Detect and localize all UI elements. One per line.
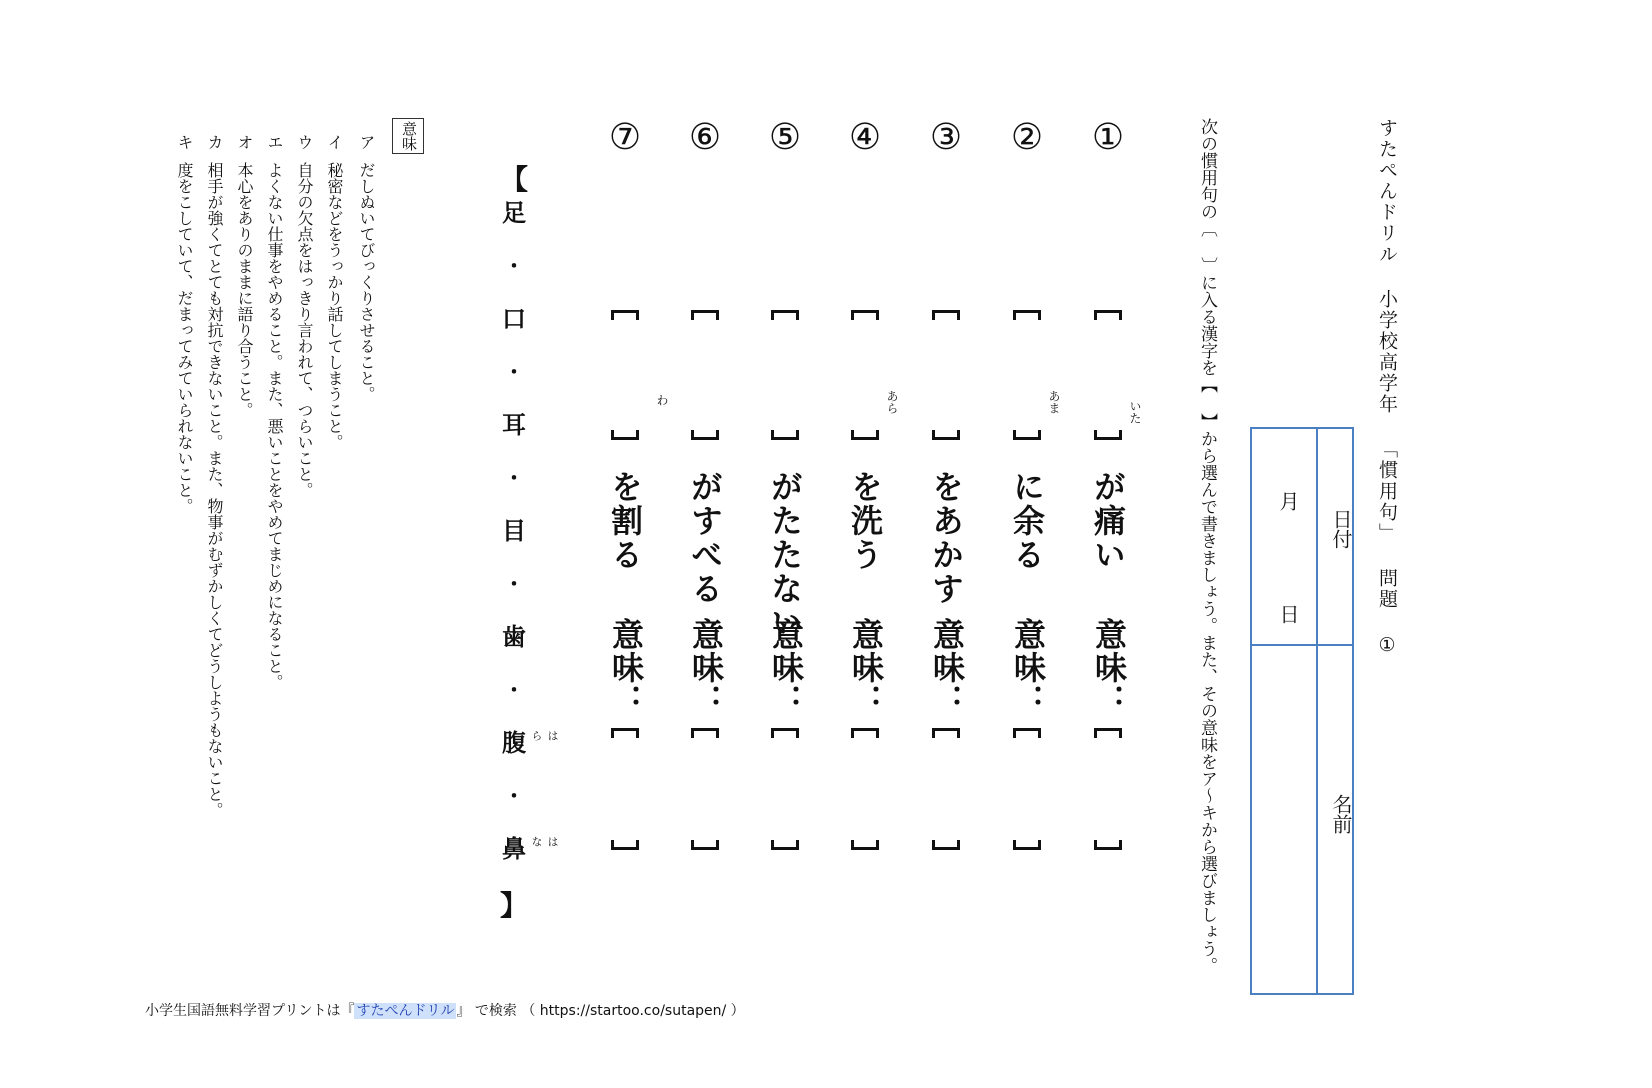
answer-bracket-open	[932, 310, 960, 320]
meaning-letter: ア	[357, 134, 376, 150]
furigana-hara: はら	[530, 730, 559, 741]
meaning-letter: ウ	[295, 134, 314, 150]
choice-item: 鼻	[502, 835, 526, 863]
meaning-label: 意味：	[1090, 618, 1128, 717]
choice-item: 目	[502, 517, 526, 545]
meaning-letter: カ	[205, 134, 224, 150]
idiom-phrase: を割る	[606, 470, 644, 572]
instruction-text: 次の慣用句の︹ ︺に入る漢字を【 】から選んで書きましょう。また、その意味をア～キから選びましょう。	[1197, 118, 1217, 974]
meaning-bracket-open	[851, 728, 879, 738]
meaning-text: 相手が強くてとても対抗できないこと。また、物事がむずかしくてどうしようもないこと。	[205, 162, 224, 818]
meaning-item-a	[352, 134, 380, 402]
meaning-text: 本心をありのままに語り合うこと。	[235, 162, 254, 418]
meaning-letter: キ	[175, 134, 194, 150]
choice-item: 耳	[502, 411, 526, 439]
furigana: あら	[885, 390, 899, 414]
date-label: 日付	[1329, 509, 1353, 549]
meaning-bracket-close[interactable]	[1013, 840, 1041, 850]
page-title: すたぺんドリル 小学校高学年 「慣用句」 問題 ①	[1376, 118, 1398, 658]
footer-prefix: 小学生国語無料学習プリントは『	[145, 1003, 355, 1019]
footer-search-link[interactable]: すたぺんドリル	[356, 1003, 455, 1019]
idiom-phrase: がすべる	[686, 470, 724, 606]
meaning-text: よくない仕事をやめること。また、悪いことをやめてまじめになること。	[265, 162, 284, 690]
day-label: 日	[1276, 604, 1300, 624]
box-divider-vertical	[1316, 429, 1318, 993]
meaning-text: 度をこしていて、だまってみていられないこと。	[175, 162, 194, 514]
meaning-item-i	[320, 134, 348, 450]
choice-item: 口	[502, 305, 526, 333]
meaning-label: 意味：	[1009, 618, 1047, 717]
meaning-bracket-open	[771, 728, 799, 738]
meaning-label: 意味：	[928, 618, 966, 717]
meaning-bracket-close[interactable]	[691, 840, 719, 850]
idiom-phrase: がたたない	[766, 470, 804, 640]
answer-bracket-close[interactable]	[932, 430, 960, 440]
meaning-item-ki	[170, 134, 198, 514]
meaning-text: 秘密などをうっかり話してしまうこと。	[325, 162, 344, 450]
question-6	[680, 118, 730, 858]
meaning-letter: イ	[325, 134, 344, 150]
date-name-box	[1250, 427, 1354, 995]
furigana: いた	[1128, 400, 1142, 424]
choice-separator: ・	[504, 784, 524, 808]
question-number: ⑦	[608, 117, 642, 158]
meaning-bracket-open	[611, 728, 639, 738]
furigana: わ	[655, 394, 669, 406]
choice-item: 腹	[502, 729, 526, 757]
meaning-label: 意味：	[767, 618, 805, 717]
meaning-label: 意味：	[687, 618, 725, 717]
choice-item: 歯	[502, 623, 526, 651]
answer-bracket-open	[851, 310, 879, 320]
answer-bracket-close[interactable]	[611, 430, 639, 440]
meaning-item-u	[290, 134, 318, 498]
question-number: ④	[848, 117, 882, 158]
question-number: ③	[929, 117, 963, 158]
idiom-phrase: に余る	[1008, 470, 1046, 572]
question-5	[760, 118, 810, 858]
answer-bracket-close[interactable]	[1013, 430, 1041, 440]
choice-separator: ・	[504, 678, 524, 702]
meaning-bracket-open	[932, 728, 960, 738]
answer-bracket-close[interactable]	[1094, 430, 1122, 440]
box-divider-horizontal	[1252, 644, 1352, 646]
meaning-label: 意味：	[847, 618, 885, 717]
name-label: 名前	[1329, 794, 1353, 834]
choice-separator: ・	[504, 466, 524, 490]
meaning-item-e	[260, 134, 288, 690]
answer-bracket-open	[1094, 310, 1122, 320]
meaning-bracket-close[interactable]	[932, 840, 960, 850]
meaning-letter: エ	[265, 134, 284, 150]
meaning-text: 自分の欠点をはっきり言われて、つらいこと。	[295, 162, 314, 498]
answer-bracket-close[interactable]	[691, 430, 719, 440]
footer-suffix: 』 で検索 （ https://startoo.co/sutapen/ ）	[456, 1003, 745, 1019]
answer-bracket-open	[691, 310, 719, 320]
idiom-phrase: を洗う	[846, 470, 884, 572]
meaning-bracket-close[interactable]	[611, 840, 639, 850]
answer-bracket-open	[1013, 310, 1041, 320]
choices-bracket-open: 【	[499, 163, 528, 196]
answer-bracket-close[interactable]	[851, 430, 879, 440]
choice-item: 足	[502, 199, 526, 227]
meaning-label: 意味：	[607, 618, 645, 717]
meaning-text: だしぬいてびっくりさせること。	[357, 162, 376, 402]
meaning-item-ka	[200, 134, 228, 818]
question-number: ②	[1010, 117, 1044, 158]
idiom-phrase: が痛い	[1089, 470, 1127, 572]
choices-bracket-close: 】	[499, 889, 528, 922]
question-number: ⑥	[688, 117, 722, 158]
choice-separator: ・	[504, 572, 524, 596]
meanings-badge: 意味	[392, 118, 424, 154]
furigana-hana: はな	[530, 836, 559, 847]
meaning-bracket-close[interactable]	[851, 840, 879, 850]
question-1	[1083, 117, 1142, 858]
question-3	[921, 118, 971, 858]
question-number: ①	[1091, 117, 1125, 158]
meaning-letter: オ	[235, 134, 254, 150]
meaning-bracket-open	[691, 728, 719, 738]
question-7	[600, 117, 669, 858]
question-number: ⑤	[768, 117, 802, 158]
footer-note	[145, 1000, 745, 1020]
month-label: 月	[1276, 491, 1300, 511]
answer-bracket-open	[771, 310, 799, 320]
question-4	[840, 117, 899, 858]
meaning-bracket-close[interactable]	[771, 840, 799, 850]
idiom-phrase: をあかす	[927, 470, 965, 606]
answer-bracket-close[interactable]	[771, 430, 799, 440]
question-2	[1002, 117, 1061, 858]
meaning-item-o	[230, 134, 258, 418]
choice-separator: ・	[504, 360, 524, 384]
meaning-bracket-close[interactable]	[1094, 840, 1122, 850]
choice-separator: ・	[504, 254, 524, 278]
furigana: あま	[1047, 390, 1061, 414]
meaning-bracket-open	[1013, 728, 1041, 738]
meaning-bracket-open	[1094, 728, 1122, 738]
answer-bracket-open	[611, 310, 639, 320]
